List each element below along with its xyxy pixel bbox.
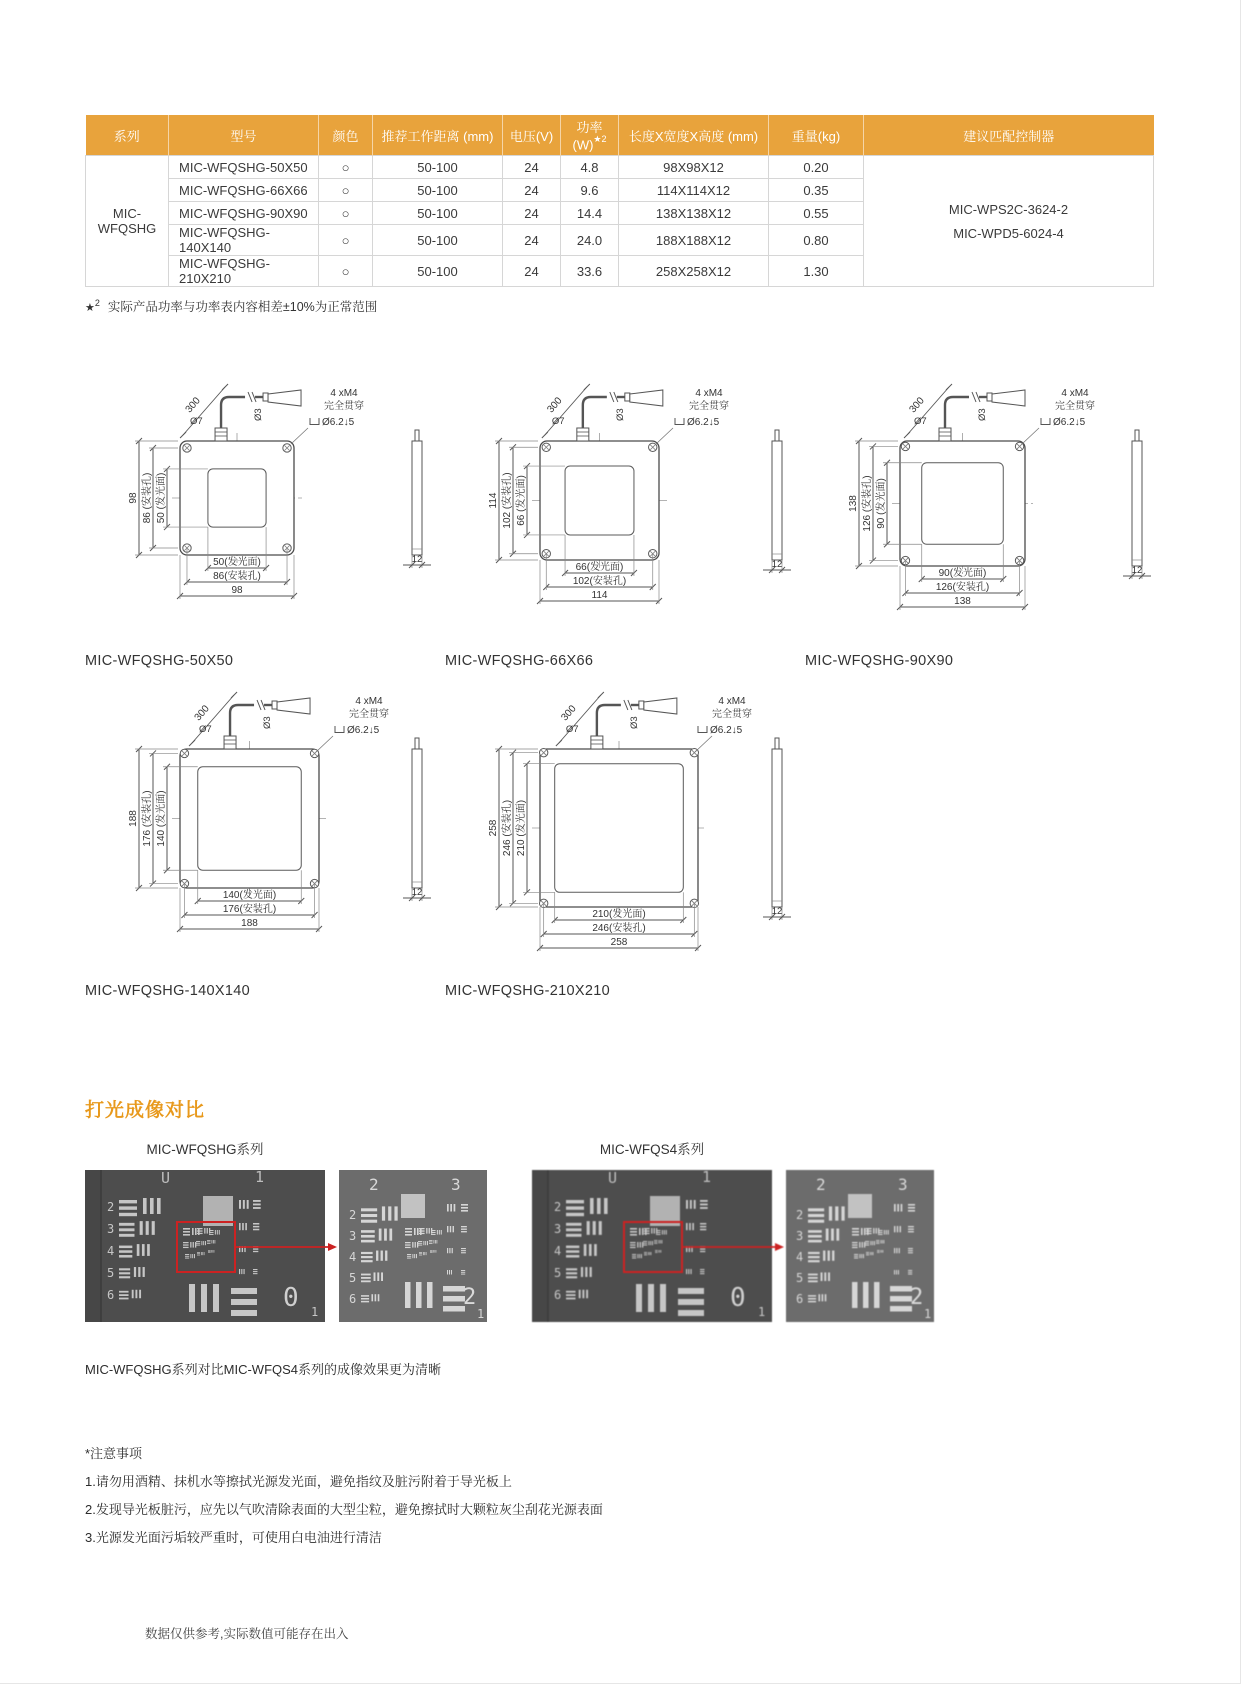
svg-text:114: 114 <box>591 590 608 601</box>
svg-text:Ø7: Ø7 <box>190 416 203 427</box>
drawings-row-2 <box>85 681 1170 999</box>
svg-text:12: 12 <box>771 906 783 917</box>
technical-drawing-block <box>85 373 445 669</box>
model-cell: MIC-WFQSHG-66X66 <box>169 179 319 202</box>
model-cell: MIC-WFQSHG-50X50 <box>169 156 319 179</box>
col-header-power <box>561 115 619 156</box>
svg-text:6: 6 <box>796 1292 804 1306</box>
voltage-cell: 24 <box>503 156 561 179</box>
svg-text:50(发光面): 50(发光面) <box>213 557 261 568</box>
size-cell: 258X258X12 <box>619 256 769 287</box>
drawings-row-1 <box>85 373 1170 669</box>
cable-assembly <box>904 384 1025 441</box>
svg-text:6: 6 <box>107 1288 115 1302</box>
distance-cell: 50-100 <box>373 179 503 202</box>
svg-text:140(发光面): 140(发光面) <box>222 890 277 901</box>
svg-text:完全贯穿: 完全贯穿 <box>324 401 364 412</box>
drawing-caption: MIC-WFQSHG-210X210 <box>445 983 610 999</box>
cable-assembly <box>180 384 301 441</box>
drawing-caption: MIC-WFQSHG-66X66 <box>445 653 594 669</box>
distance-cell: 50-100 <box>373 156 503 179</box>
notice-item: 1.请勿用酒精、抹机水等擦拭光源发光面，避免指纹及脏污附着于导光板上 <box>85 1474 512 1489</box>
power-cell: 33.6 <box>561 256 619 287</box>
table-footnote <box>85 297 1170 315</box>
test-chart-crop <box>339 1170 487 1322</box>
svg-text:0: 0 <box>283 1283 299 1313</box>
svg-text:Ø3: Ø3 <box>977 408 988 421</box>
power-cell: 9.6 <box>561 179 619 202</box>
svg-text:6: 6 <box>554 1288 562 1302</box>
drawing-caption: MIC-WFQSHG-140X140 <box>85 983 250 999</box>
svg-text:完全贯穿: 完全贯穿 <box>712 709 752 720</box>
size-cell: 114X114X12 <box>619 179 769 202</box>
spec-table <box>85 115 1154 287</box>
svg-text:114: 114 <box>488 492 499 509</box>
color-cell: ○ <box>319 156 373 179</box>
svg-text:Ø3: Ø3 <box>262 716 274 729</box>
svg-text:Ø3: Ø3 <box>628 716 640 729</box>
svg-text:3: 3 <box>107 1222 115 1236</box>
svg-text:2: 2 <box>816 1175 826 1194</box>
screw-annotation <box>1022 388 1095 444</box>
svg-text:2: 2 <box>463 1285 477 1310</box>
svg-text:102(安装孔): 102(安装孔) <box>572 576 627 587</box>
svg-text:4 xM4: 4 xM4 <box>695 388 723 399</box>
svg-text:188: 188 <box>128 810 139 827</box>
svg-text:12: 12 <box>411 554 423 565</box>
power-cell: 24.0 <box>561 225 619 256</box>
svg-text:Ø6.2↓5: Ø6.2↓5 <box>687 417 720 428</box>
technical-drawing-block <box>805 373 1165 669</box>
svg-text:12: 12 <box>1131 565 1143 576</box>
comparison-group-caption: MIC-WFQS4系列 <box>599 1142 705 1157</box>
svg-text:3: 3 <box>451 1175 461 1194</box>
svg-text:90 (发光面): 90 (发光面) <box>876 478 887 529</box>
svg-text:126(安装孔): 126(安装孔) <box>935 582 990 593</box>
distance-cell: 50-100 <box>373 256 503 287</box>
section-title-lighting-comparison: 打光成像对比 <box>85 1100 206 1121</box>
svg-text:126 (安装孔): 126 (安装孔) <box>862 475 873 532</box>
drawing-caption: MIC-WFQSHG-90X90 <box>805 653 954 669</box>
svg-text:U: U <box>608 1170 618 1187</box>
svg-text:0: 0 <box>730 1283 746 1313</box>
color-cell: ○ <box>319 179 373 202</box>
panel-side-view <box>763 430 791 573</box>
controller-model: MIC-WPD5-6024-4 <box>953 225 1064 241</box>
panel-side-view <box>1123 430 1151 579</box>
svg-text:86 (安装孔): 86 (安装孔) <box>142 472 153 524</box>
svg-text:176(安装孔): 176(安装孔) <box>222 904 277 915</box>
col-header-distance: 推荐工作距离 (mm) <box>373 115 503 156</box>
svg-text:2: 2 <box>349 1208 357 1222</box>
svg-text:5: 5 <box>796 1271 804 1285</box>
technical-drawing-block <box>445 681 805 999</box>
svg-text:3: 3 <box>796 1229 804 1243</box>
svg-text:90(发光面): 90(发光面) <box>938 568 987 579</box>
screw-annotation <box>291 388 364 444</box>
voltage-cell: 24 <box>503 225 561 256</box>
test-chart-full <box>532 1170 784 1322</box>
col-header-weight: 重量(kg) <box>769 115 864 156</box>
weight-cell: 0.55 <box>769 202 864 225</box>
notices-title: *注意事项 <box>85 1446 143 1461</box>
svg-text:1: 1 <box>255 1170 265 1186</box>
panel-front-view <box>180 749 319 888</box>
power-cell: 14.4 <box>561 202 619 225</box>
svg-text:138: 138 <box>848 495 859 512</box>
footnote-text: 实际产品功率与功率表内容相差±10%为正常范围 <box>107 300 378 314</box>
dimension-drawing <box>805 373 1165 622</box>
svg-text:完全贯穿: 完全贯穿 <box>349 709 389 720</box>
svg-text:300: 300 <box>907 395 927 416</box>
svg-text:2: 2 <box>910 1285 924 1310</box>
test-chart-full <box>85 1170 337 1322</box>
svg-text:4 xM4: 4 xM4 <box>355 696 383 707</box>
col-header-model: 型号 <box>169 115 319 156</box>
test-chart-crop <box>786 1170 934 1322</box>
svg-text:3: 3 <box>349 1229 357 1243</box>
svg-text:258: 258 <box>488 819 499 837</box>
dimension-drawing <box>85 373 445 611</box>
footnote-sup: 2 <box>94 297 100 308</box>
svg-text:Ø7: Ø7 <box>551 416 565 427</box>
svg-text:12: 12 <box>411 887 423 898</box>
panel-front-view <box>900 441 1025 566</box>
svg-text:Ø6.2↓5: Ø6.2↓5 <box>710 725 743 736</box>
svg-text:66 (发光面): 66 (发光面) <box>516 475 527 526</box>
svg-text:66(发光面): 66(发光面) <box>575 562 624 573</box>
svg-text:3: 3 <box>554 1222 562 1236</box>
svg-text:完全贯穿: 完全贯穿 <box>1055 401 1095 412</box>
svg-text:1: 1 <box>311 1305 319 1319</box>
technical-drawing-block <box>85 681 445 999</box>
cable-assembly <box>189 692 310 749</box>
screw-annotation <box>316 696 389 752</box>
svg-text:1: 1 <box>758 1305 766 1319</box>
svg-text:4: 4 <box>349 1250 357 1264</box>
dimension-drawing <box>445 681 805 963</box>
svg-text:12: 12 <box>771 559 783 570</box>
svg-text:210(发光面): 210(发光面) <box>592 909 646 920</box>
col-header-color: 颜色 <box>319 115 373 156</box>
svg-text:86(安装孔): 86(安装孔) <box>213 571 261 582</box>
screw-annotation <box>656 388 729 444</box>
svg-text:258: 258 <box>610 937 628 948</box>
screw-annotation <box>695 696 752 752</box>
size-cell: 98X98X12 <box>619 156 769 179</box>
svg-text:300: 300 <box>183 395 203 416</box>
svg-text:4: 4 <box>796 1250 804 1264</box>
panel-front-view <box>539 748 698 907</box>
notice-item: 2.发现导光板脏污，应先以气吹清除表面的大型尘粒，避免擦拭时大颗粒灰尘刮花光源表面 <box>85 1502 603 1517</box>
svg-text:Ø6.2↓5: Ø6.2↓5 <box>347 725 380 736</box>
panel-side-view <box>763 738 791 920</box>
svg-text:4: 4 <box>107 1244 115 1258</box>
col-header-controller: 建议匹配控制器 <box>864 115 1154 156</box>
spec-row <box>86 156 1154 179</box>
svg-text:50 (发光面): 50 (发光面) <box>156 472 167 524</box>
comparison-note: MIC-WFQSHG系列对比MIC-WFQS4系列的成像效果更为清晰 <box>85 1362 442 1377</box>
weight-cell: 0.20 <box>769 156 864 179</box>
svg-text:Ø7: Ø7 <box>914 416 927 427</box>
svg-text:Ø6.2↓5: Ø6.2↓5 <box>1053 417 1086 428</box>
svg-text:4 xM4: 4 xM4 <box>330 388 358 399</box>
panel-front-view <box>180 441 294 555</box>
distance-cell: 50-100 <box>373 225 503 256</box>
model-cell: MIC-WFQSHG-210X210 <box>169 256 319 287</box>
svg-text:2: 2 <box>554 1200 562 1214</box>
model-cell: MIC-WFQSHG-90X90 <box>169 202 319 225</box>
voltage-cell: 24 <box>503 256 561 287</box>
color-cell: ○ <box>319 225 373 256</box>
weight-cell: 0.80 <box>769 225 864 256</box>
test-chart-image <box>532 1170 934 1326</box>
notice-item: 3.光源发光面污垢较严重时，可使用白电油进行清洁 <box>85 1530 382 1545</box>
panel-side-view <box>403 738 431 901</box>
svg-text:98: 98 <box>231 585 243 596</box>
svg-text:140 (发光面): 140 (发光面) <box>156 790 167 847</box>
svg-text:Ø7: Ø7 <box>565 724 579 735</box>
svg-text:5: 5 <box>349 1271 357 1285</box>
power-label: 功率(W) <box>572 120 603 153</box>
test-chart-image <box>85 1170 487 1326</box>
svg-text:102 (安装孔): 102 (安装孔) <box>502 472 513 529</box>
svg-text:1: 1 <box>702 1170 712 1186</box>
svg-text:4 xM4: 4 xM4 <box>1061 388 1089 399</box>
svg-text:5: 5 <box>107 1266 115 1280</box>
col-header-voltage: 电压(V) <box>503 115 561 156</box>
svg-text:2: 2 <box>796 1208 804 1222</box>
svg-text:Ø6.2↓5: Ø6.2↓5 <box>322 417 355 428</box>
svg-text:300: 300 <box>192 703 212 724</box>
svg-text:U: U <box>161 1170 171 1187</box>
weight-cell: 0.35 <box>769 179 864 202</box>
svg-text:完全贯穿: 完全贯穿 <box>689 401 729 412</box>
color-cell: ○ <box>319 256 373 287</box>
cable-assembly <box>556 692 677 749</box>
svg-text:2: 2 <box>369 1175 379 1194</box>
size-cell: 188X188X12 <box>619 225 769 256</box>
comparison-group <box>85 1138 487 1331</box>
svg-text:5: 5 <box>554 1266 562 1280</box>
col-header-size: 长度X宽度X高度 (mm) <box>619 115 769 156</box>
svg-text:188: 188 <box>241 918 258 929</box>
panel-side-view <box>403 430 431 568</box>
svg-text:1: 1 <box>924 1307 932 1321</box>
comparison-group-caption: MIC-WFQSHG系列 <box>146 1142 264 1157</box>
svg-text:246(安装孔): 246(安装孔) <box>592 923 646 934</box>
panel-front-view <box>540 441 659 560</box>
notices <box>85 1440 1170 1552</box>
spec-header-row <box>86 115 1154 156</box>
svg-text:98: 98 <box>128 492 139 504</box>
dimension-drawing <box>85 681 445 944</box>
voltage-cell: 24 <box>503 202 561 225</box>
weight-cell: 1.30 <box>769 256 864 287</box>
svg-text:6: 6 <box>349 1292 357 1306</box>
svg-text:300: 300 <box>545 395 565 416</box>
color-cell: ○ <box>319 202 373 225</box>
page-footer-note: 数据仅供参考,实际数值可能存在出入 <box>145 1627 349 1641</box>
voltage-cell: 24 <box>503 179 561 202</box>
svg-text:176 (安装孔): 176 (安装孔) <box>142 790 153 847</box>
dimension-drawing <box>445 373 805 616</box>
cable-assembly <box>542 384 663 441</box>
svg-text:138: 138 <box>954 596 971 607</box>
comparison-group <box>532 1138 934 1331</box>
svg-text:3: 3 <box>898 1175 908 1194</box>
size-cell: 138X138X12 <box>619 202 769 225</box>
svg-text:246 (安装孔): 246 (安装孔) <box>502 799 513 857</box>
distance-cell: 50-100 <box>373 202 503 225</box>
drawing-caption: MIC-WFQSHG-50X50 <box>85 653 234 669</box>
controller-model: MIC-WPS2C-3624-2 <box>948 201 1069 217</box>
technical-drawing-block <box>445 373 805 669</box>
svg-text:Ø3: Ø3 <box>253 408 265 421</box>
svg-text:210 (发光面): 210 (发光面) <box>516 799 527 857</box>
comparison-images <box>85 1138 1170 1331</box>
footnote-star-icon: ★ <box>85 302 95 314</box>
controller-cell <box>864 156 1154 287</box>
svg-text:4 xM4: 4 xM4 <box>718 696 746 707</box>
svg-text:Ø3: Ø3 <box>614 408 626 421</box>
svg-text:Ø7: Ø7 <box>199 724 212 735</box>
power-footnote-mark: ★2 <box>593 134 607 145</box>
power-cell: 4.8 <box>561 156 619 179</box>
svg-text:1: 1 <box>477 1307 485 1321</box>
svg-text:300: 300 <box>559 703 579 724</box>
model-cell: MIC-WFQSHG-140X140 <box>169 225 319 256</box>
svg-text:4: 4 <box>554 1244 562 1258</box>
svg-text:2: 2 <box>107 1200 115 1214</box>
col-header-series: 系列 <box>86 115 169 156</box>
series-cell: MIC-WFQSHG <box>86 156 169 287</box>
